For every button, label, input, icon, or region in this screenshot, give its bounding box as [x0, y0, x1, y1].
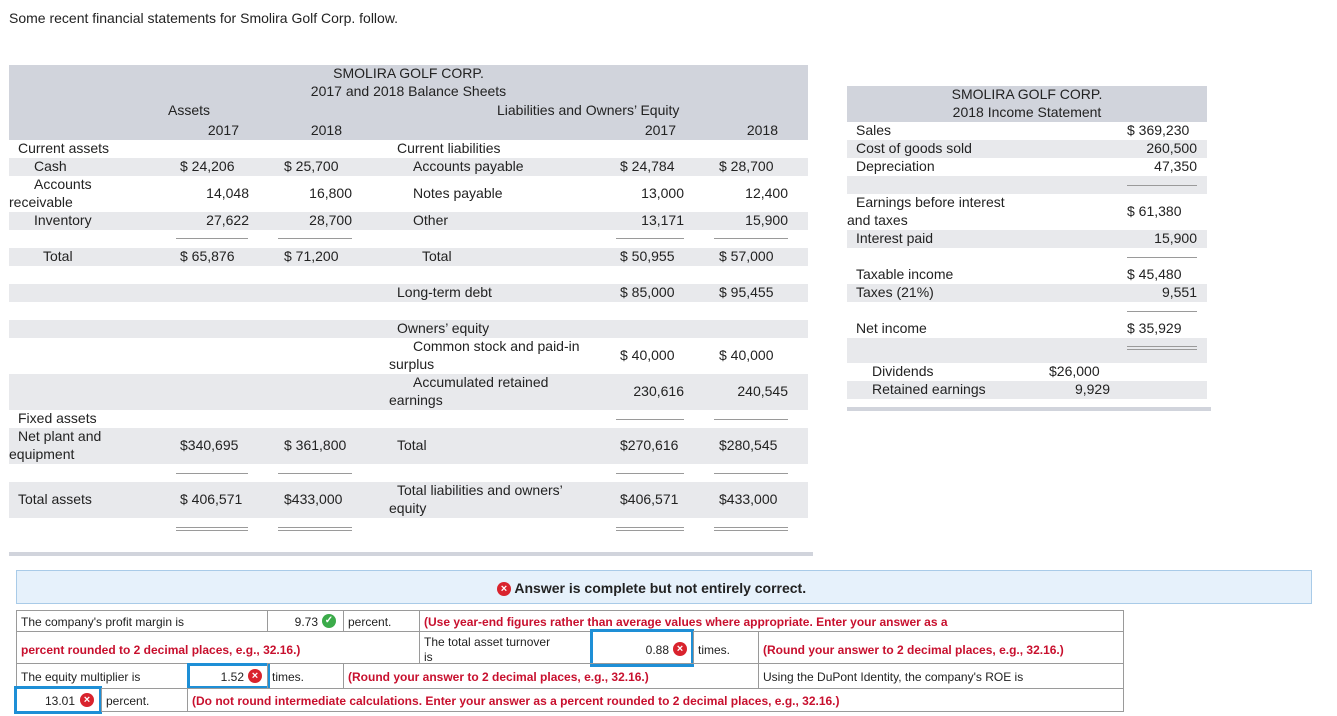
ni-value: $ 35,929 — [1127, 320, 1182, 336]
tle-label-1: Total liabilities and owners’ — [397, 482, 563, 498]
tax-value: 9,551 — [1161, 284, 1197, 300]
cash-label: Cash — [34, 158, 67, 174]
ebit-label-1: Earnings before interest — [856, 194, 1005, 210]
inv-2017: 27,622 — [206, 212, 249, 228]
underline — [616, 419, 684, 420]
retained-label: Retained earnings — [872, 381, 986, 397]
roe-unit-cell — [101, 688, 188, 712]
underline — [278, 238, 352, 239]
underline — [278, 473, 352, 474]
underline — [176, 238, 248, 239]
double-underline — [1127, 346, 1197, 350]
tcl-2018: $ 57,000 — [719, 248, 774, 264]
intro-text: Some recent financial statements for Smolira Golf Corp. follow. — [9, 10, 399, 26]
double-underline — [714, 527, 788, 531]
retained-value: 9,929 — [1074, 381, 1110, 397]
tat-highlight — [590, 629, 694, 667]
tat-hint: (Round your answer to 2 decimal places, e.g., 32.16.) — [763, 643, 1064, 657]
roe-label-cell — [758, 663, 1124, 689]
dividends-value: $26,000 — [1049, 363, 1100, 379]
assets-header: Assets — [168, 102, 211, 118]
em-unit-cell — [267, 663, 344, 689]
balance-bottom-bar — [9, 552, 813, 556]
cs-label-2: surplus — [389, 356, 435, 372]
pm-value[interactable]: 9.73 — [294, 615, 318, 629]
liab-2017-header: 2017 — [644, 122, 676, 138]
cs-label-1: Common stock and paid-in — [413, 338, 580, 354]
liab-2018-header: 2018 — [746, 122, 778, 138]
income-bottom-bar — [847, 407, 1211, 411]
pm-unit: percent. — [348, 615, 392, 629]
ti-label: Taxable income — [856, 266, 954, 282]
tle-label-2: equity — [389, 500, 427, 516]
correct-icon: ✓ — [322, 614, 336, 628]
total-assets-label: Total assets — [18, 491, 92, 507]
ar-2017: 14,048 — [206, 185, 249, 201]
tat-hint-cell — [758, 631, 1124, 664]
balance-title: 2017 and 2018 Balance Sheets — [310, 83, 507, 99]
underline — [1127, 185, 1197, 186]
cs-2018: $ 40,000 — [719, 347, 774, 363]
sales-value: $ 369,230 — [1127, 122, 1190, 138]
ap-2018: $ 28,700 — [719, 158, 774, 174]
oe-label: Owners’ equity — [397, 320, 490, 336]
ar-label-2: receivable — [9, 194, 73, 210]
pm-label: The company's profit margin is — [21, 615, 185, 629]
liab-header: Liabilities and Owners’ Equity — [497, 102, 680, 118]
other-2017: 13,171 — [641, 212, 684, 228]
inventory-label: Inventory — [34, 212, 92, 228]
npe-label-1: Net plant and — [18, 428, 102, 444]
double-underline — [616, 527, 684, 531]
incorrect-icon: × — [80, 693, 94, 707]
underline — [1127, 311, 1197, 312]
total-ca-label: Total — [43, 248, 73, 264]
tat-label-cell — [419, 631, 591, 664]
fixed-assets-label: Fixed assets — [18, 410, 97, 426]
em-hint: (Round your answer to 2 decimal places, e.g., 32.16.) — [348, 670, 649, 684]
ar-2018: 16,800 — [309, 185, 352, 201]
tca-2017: $ 65,876 — [180, 248, 235, 264]
sales-label: Sales — [856, 122, 892, 138]
tat-unit-cell — [693, 631, 759, 664]
cash-2017: $ 24,206 — [180, 158, 235, 174]
cs-2017: $ 40,000 — [620, 347, 675, 363]
toe-2017: $270,616 — [620, 437, 679, 453]
np-label: Notes payable — [413, 185, 503, 201]
banner-text: Answer is complete but not entirely correct. — [514, 580, 807, 596]
double-underline — [176, 527, 248, 531]
re-2017: 230,616 — [633, 383, 684, 399]
inv-2018: 28,700 — [309, 212, 352, 228]
tcl-2017: $ 50,955 — [620, 248, 675, 264]
underline — [714, 473, 788, 474]
row-band — [9, 158, 808, 176]
em-unit: times. — [272, 670, 305, 684]
other-2018: 15,900 — [745, 212, 788, 228]
ebit-value: $ 61,380 — [1127, 203, 1182, 219]
em-value[interactable]: 1.52 — [220, 670, 244, 684]
pm-label-cell — [16, 610, 268, 632]
other-label: Other — [413, 212, 449, 228]
ebit-label-2: and taxes — [847, 212, 908, 228]
ap-label: Accounts payable — [413, 158, 524, 174]
incorrect-icon: × — [248, 669, 262, 683]
tle-2017: $406,571 — [620, 491, 679, 507]
ltd-2017: $ 85,000 — [620, 284, 675, 300]
balance-company: SMOLIRA GOLF CORP. — [333, 65, 484, 81]
npe-2017: $340,695 — [180, 437, 239, 453]
toe-2018: $280,545 — [719, 437, 778, 453]
tca-2018: $ 71,200 — [284, 248, 339, 264]
pm-unit-cell — [343, 610, 420, 632]
dep-label: Depreciation — [856, 158, 935, 174]
ti-value: $ 45,480 — [1127, 266, 1182, 282]
tax-label: Taxes (21%) — [856, 284, 934, 300]
cogs-label: Cost of goods sold — [856, 140, 972, 156]
ar-label-1: Accounts — [34, 176, 92, 192]
row-band — [9, 212, 808, 230]
underline — [616, 473, 684, 474]
tat-label-1: The total asset turnover — [424, 635, 551, 649]
incorrect-icon: × — [673, 642, 687, 656]
roe-highlight — [14, 686, 102, 714]
npe-2018: $ 361,800 — [284, 437, 347, 453]
re-label-2: earnings — [389, 392, 443, 408]
answer-banner — [16, 570, 1312, 604]
ni-label: Net income — [856, 320, 927, 336]
roe-hint: (Do not round intermediate calculations. Enter your answer as a percent rounded to 2 decimal places, e.g., 32.16.) — [192, 694, 840, 708]
roe-value[interactable]: 13.01 — [44, 694, 75, 708]
ltd-label: Long-term debt — [397, 284, 492, 300]
tcl-label: Total — [422, 248, 452, 264]
tat-value[interactable]: 0.88 — [645, 643, 669, 657]
pm-hint-1: (Use year-end figures rather than average values where appropriate. Enter your answer as a — [424, 615, 948, 629]
current-assets-label: Current assets — [18, 140, 110, 156]
underline — [1127, 257, 1197, 258]
cash-2018: $ 25,700 — [284, 158, 339, 174]
npe-label-2: equipment — [9, 446, 75, 462]
incorrect-icon: × — [497, 582, 511, 596]
row-band — [847, 338, 1207, 363]
assets-2017-header: 2017 — [207, 122, 239, 138]
pm-input-cell[interactable] — [267, 610, 344, 632]
re-2018: 240,545 — [737, 383, 788, 399]
income-company: SMOLIRA GOLF CORP. — [951, 86, 1103, 102]
current-liab-label: Current liabilities — [397, 140, 501, 156]
em-label: The equity multiplier is — [21, 670, 141, 684]
dividends-label: Dividends — [872, 363, 934, 379]
ta-2018: $433,000 — [284, 491, 343, 507]
pm-hint-2: percent rounded to 2 decimal places, e.g., 32.16.) — [21, 643, 301, 657]
double-underline — [278, 527, 352, 531]
em-highlight — [187, 663, 270, 689]
tat-unit: times. — [698, 643, 731, 657]
cogs-value: 260,500 — [1146, 140, 1197, 156]
roe-hint-cell — [187, 688, 1124, 712]
interest-label: Interest paid — [856, 230, 934, 246]
interest-value: 15,900 — [1154, 230, 1197, 246]
tle-2018: $433,000 — [719, 491, 778, 507]
underline — [176, 473, 248, 474]
re-label-1: Accumulated retained — [413, 374, 549, 390]
roe-label: Using the DuPont Identity, the company's ROE is — [763, 670, 1024, 684]
dep-value: 47,350 — [1154, 158, 1197, 174]
tat-label-2: is — [424, 650, 433, 664]
pm-hint-cell — [419, 610, 1124, 632]
np-2017: 13,000 — [641, 185, 684, 201]
np-2018: 12,400 — [745, 185, 788, 201]
income-title: 2018 Income Statement — [952, 104, 1102, 120]
underline — [616, 238, 684, 239]
underline — [714, 419, 788, 420]
em-hint-cell — [343, 663, 759, 689]
assets-2018-header: 2018 — [310, 122, 342, 138]
pm-hint-cell-2 — [16, 631, 420, 664]
toe-label: Total — [397, 437, 427, 453]
row-band — [9, 248, 808, 266]
ap-2017: $ 24,784 — [620, 158, 675, 174]
roe-unit: percent. — [106, 694, 150, 708]
underline — [714, 238, 788, 239]
ta-2017: $ 406,571 — [180, 491, 243, 507]
ltd-2018: $ 95,455 — [719, 284, 774, 300]
